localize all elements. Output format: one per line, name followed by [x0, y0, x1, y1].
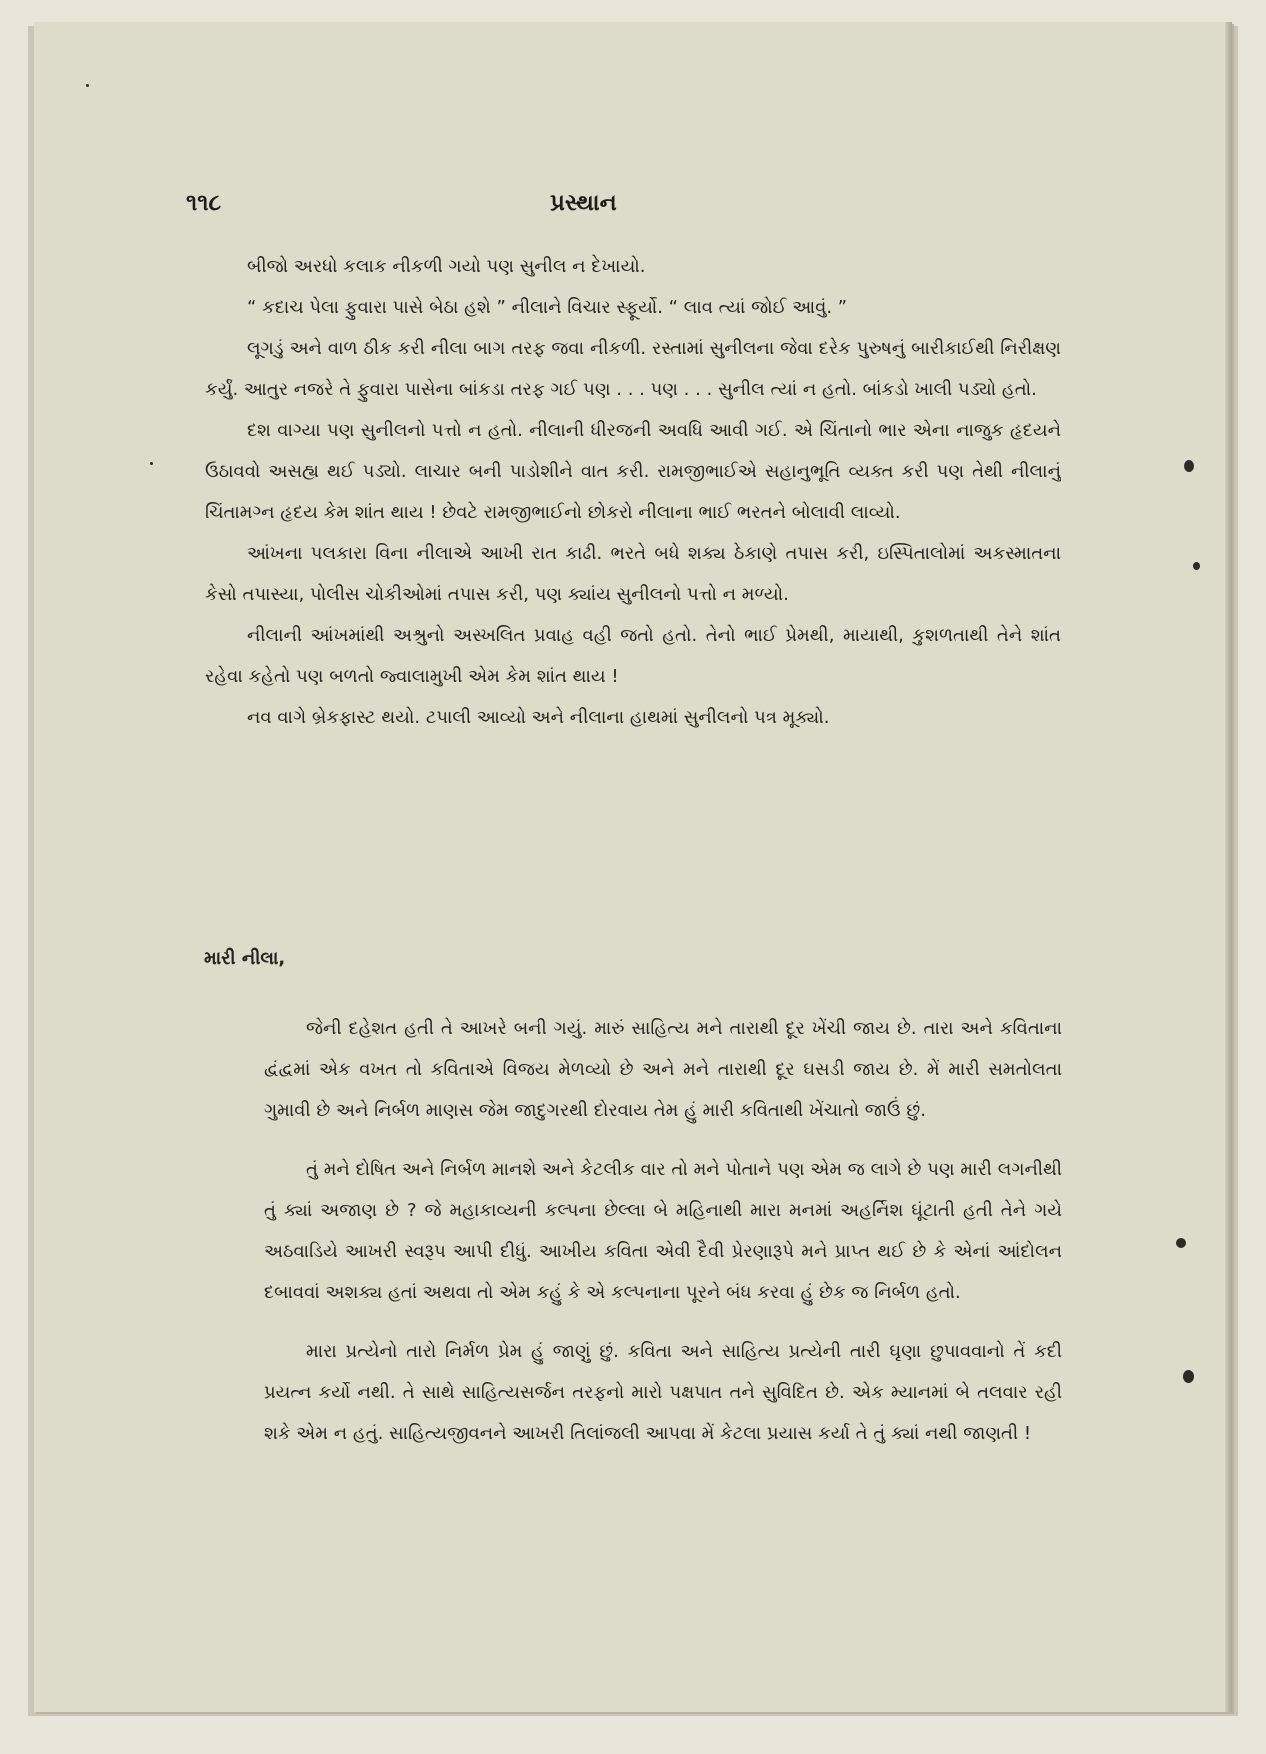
margin-speck	[86, 84, 89, 87]
story-paragraph-7: નવ વાગે બ્રેકફાસ્ટ થયો. ટપાલી આવ્યો અને નીલાના હાથમાં સુનીલનો પત્ર મૂક્યો.	[247, 707, 830, 728]
story-paragraph-1: બીજો અરધો કલાક નીકળી ગયો પણ સુનીલ ન દેખાયો.	[247, 256, 646, 277]
margin-speck	[1176, 1238, 1186, 1248]
margin-speck	[1193, 562, 1200, 570]
running-title: પ્રસ્થાન	[550, 190, 617, 216]
page-number: ૧૧૮	[186, 190, 222, 216]
letter-paragraph-3: મારા પ્રત્યેનો તારો નિર્મળ પ્રેમ હું જાણું છું. કવિતા અને સાહિત્ય પ્રત્યેની તારી ઘૃણા છુપાવવાનો તેં કદી પ્રયત્ન કર્યો નથી. તે સાથે સાહિત્યસર્જન તરફનો મારો પક્ષપાત તને સુવિદિત છે. એક મ્યાનમાં બે તલવાર રહી શકે એમ ન હતું. સાહિત્યજીવનને આખરી તિલાંજલી આપવા મેં કેટલા પ્રયાસ કર્યા તે તું ક્યાં નથી જાણતી !	[264, 1341, 1062, 1444]
story-paragraph-2: “ કદાચ પેલા ફુવારા પાસે બેઠા હશે ” નીલાને વિચાર સ્ફૂર્યો. “ લાવ ત્યાં જોઈ આવું. ”	[247, 297, 848, 318]
letter-paragraph-2: તું મને દોષિત અને નિર્બળ માનશે અને કેટલીક વાર તો મને પોતાને પણ એમ જ લાગે છે પણ મારી લગનીથી તું ક્યાં અજાણ છે ? જે મહાકાવ્યની કલ્પના છેલ્લા બે મહિનાથી મારા મનમાં અહર્નિશ ઘૂંટાતી હતી તેને ગયે અઠવાડિયે આખરી સ્વરૂપ આપી દીધું. આખીય કવિતા એવી દૈવી પ્રેરણારૂપે મને પ્રાપ્ત થઈ છે કે એનાં આંદોલન દબાવવાં અશક્ય હતાં અથવા તો એમ કહું કે એ કલ્પનાના પૂરને બંધ કરવા હું છેક જ નિર્બળ હતો.	[264, 1159, 1062, 1303]
page-edge	[1225, 22, 1232, 1712]
story-text	[205, 246, 1061, 932]
letter-paragraph-1: જેની દહેશત હતી તે આખરે બની ગયું. મારું સાહિત્ય મને તારાથી દૂર ખેંચી જાય છે. તારા અને કવિતાના દ્વંદ્વમાં એક વખત તો કવિતાએ વિજય મેળવ્યો છે અને મને તારાથી દૂર ઘસડી જાય છે. મેં મારી સમતોલતા ગુમાવી છે અને નિર્બળ માણસ જેમ જાદુગરથી દોરવાય તેમ હું મારી કવિતાથી ખેંચાતો જાઉં છું.	[264, 1018, 1062, 1121]
letter-salutation: મારી નીલા,	[204, 948, 286, 969]
margin-speck	[150, 462, 153, 465]
margin-speck	[1183, 1370, 1194, 1383]
margin-speck	[1184, 460, 1194, 472]
letter-text	[264, 990, 1062, 1616]
story-paragraph-5: આંખના પલકારા વિના નીલાએ આખી રાત કાઢી. ભરતે બધે શક્ય ઠેકાણે તપાસ કરી, ઇસ્પિતાલોમાં અકસ્માતના કેસો તપાસ્યા, પોલીસ ચોકીઓમાં તપાસ કરી, પણ ક્યાંય સુનીલનો પત્તો ન મળ્યો.	[205, 543, 1061, 605]
story-paragraph-6: નીલાની આંખમાંથી અશ્રુનો અસ્ખલિત પ્રવાહ વહી જતો હતો. તેનો ભાઈ પ્રેમથી, માયાથી, કુશળતાથી તેને શાંત રહેવા કહેતો પણ બળતો જ્વાલામુખી એમ કેમ શાંત થાય !	[205, 625, 1061, 687]
story-paragraph-4: દશ વાગ્યા પણ સુનીલનો પત્તો ન હતો. નીલાની ધીરજની અવધિ આવી ગઈ. એ ચિંતાનો ભાર એના નાજુક હૃદયને ઉઠાવવો અસહ્ય થઈ પડ્યો. લાચાર બની પાડોશીને વાત કરી. રામજીભાઈએ સહાનુભૂતિ વ્યક્ત કરી પણ તેથી નીલાનું ચિંતામગ્ન હૃદય કેમ શાંત થાય ! છેવટે રામજીભાઈનો છોકરો નીલાના ભાઈ ભરતને બોલાવી લાવ્યો.	[205, 420, 1061, 523]
story-paragraph-3: લૂગડું અને વાળ ઠીક કરી નીલા બાગ તરફ જવા નીકળી. રસ્તામાં સુનીલના જેવા દરેક પુરુષનું બારીકાઈથી નિરીક્ષણ કર્યું. આતુર નજરે તે ફુવારા પાસેના બાંકડા તરફ ગઈ પણ . . . પણ . . . સુનીલ ત્યાં ન હતો. બાંકડો ખાલી પડ્યો હતો.	[205, 338, 1061, 400]
page-header	[0, 170, 1266, 240]
